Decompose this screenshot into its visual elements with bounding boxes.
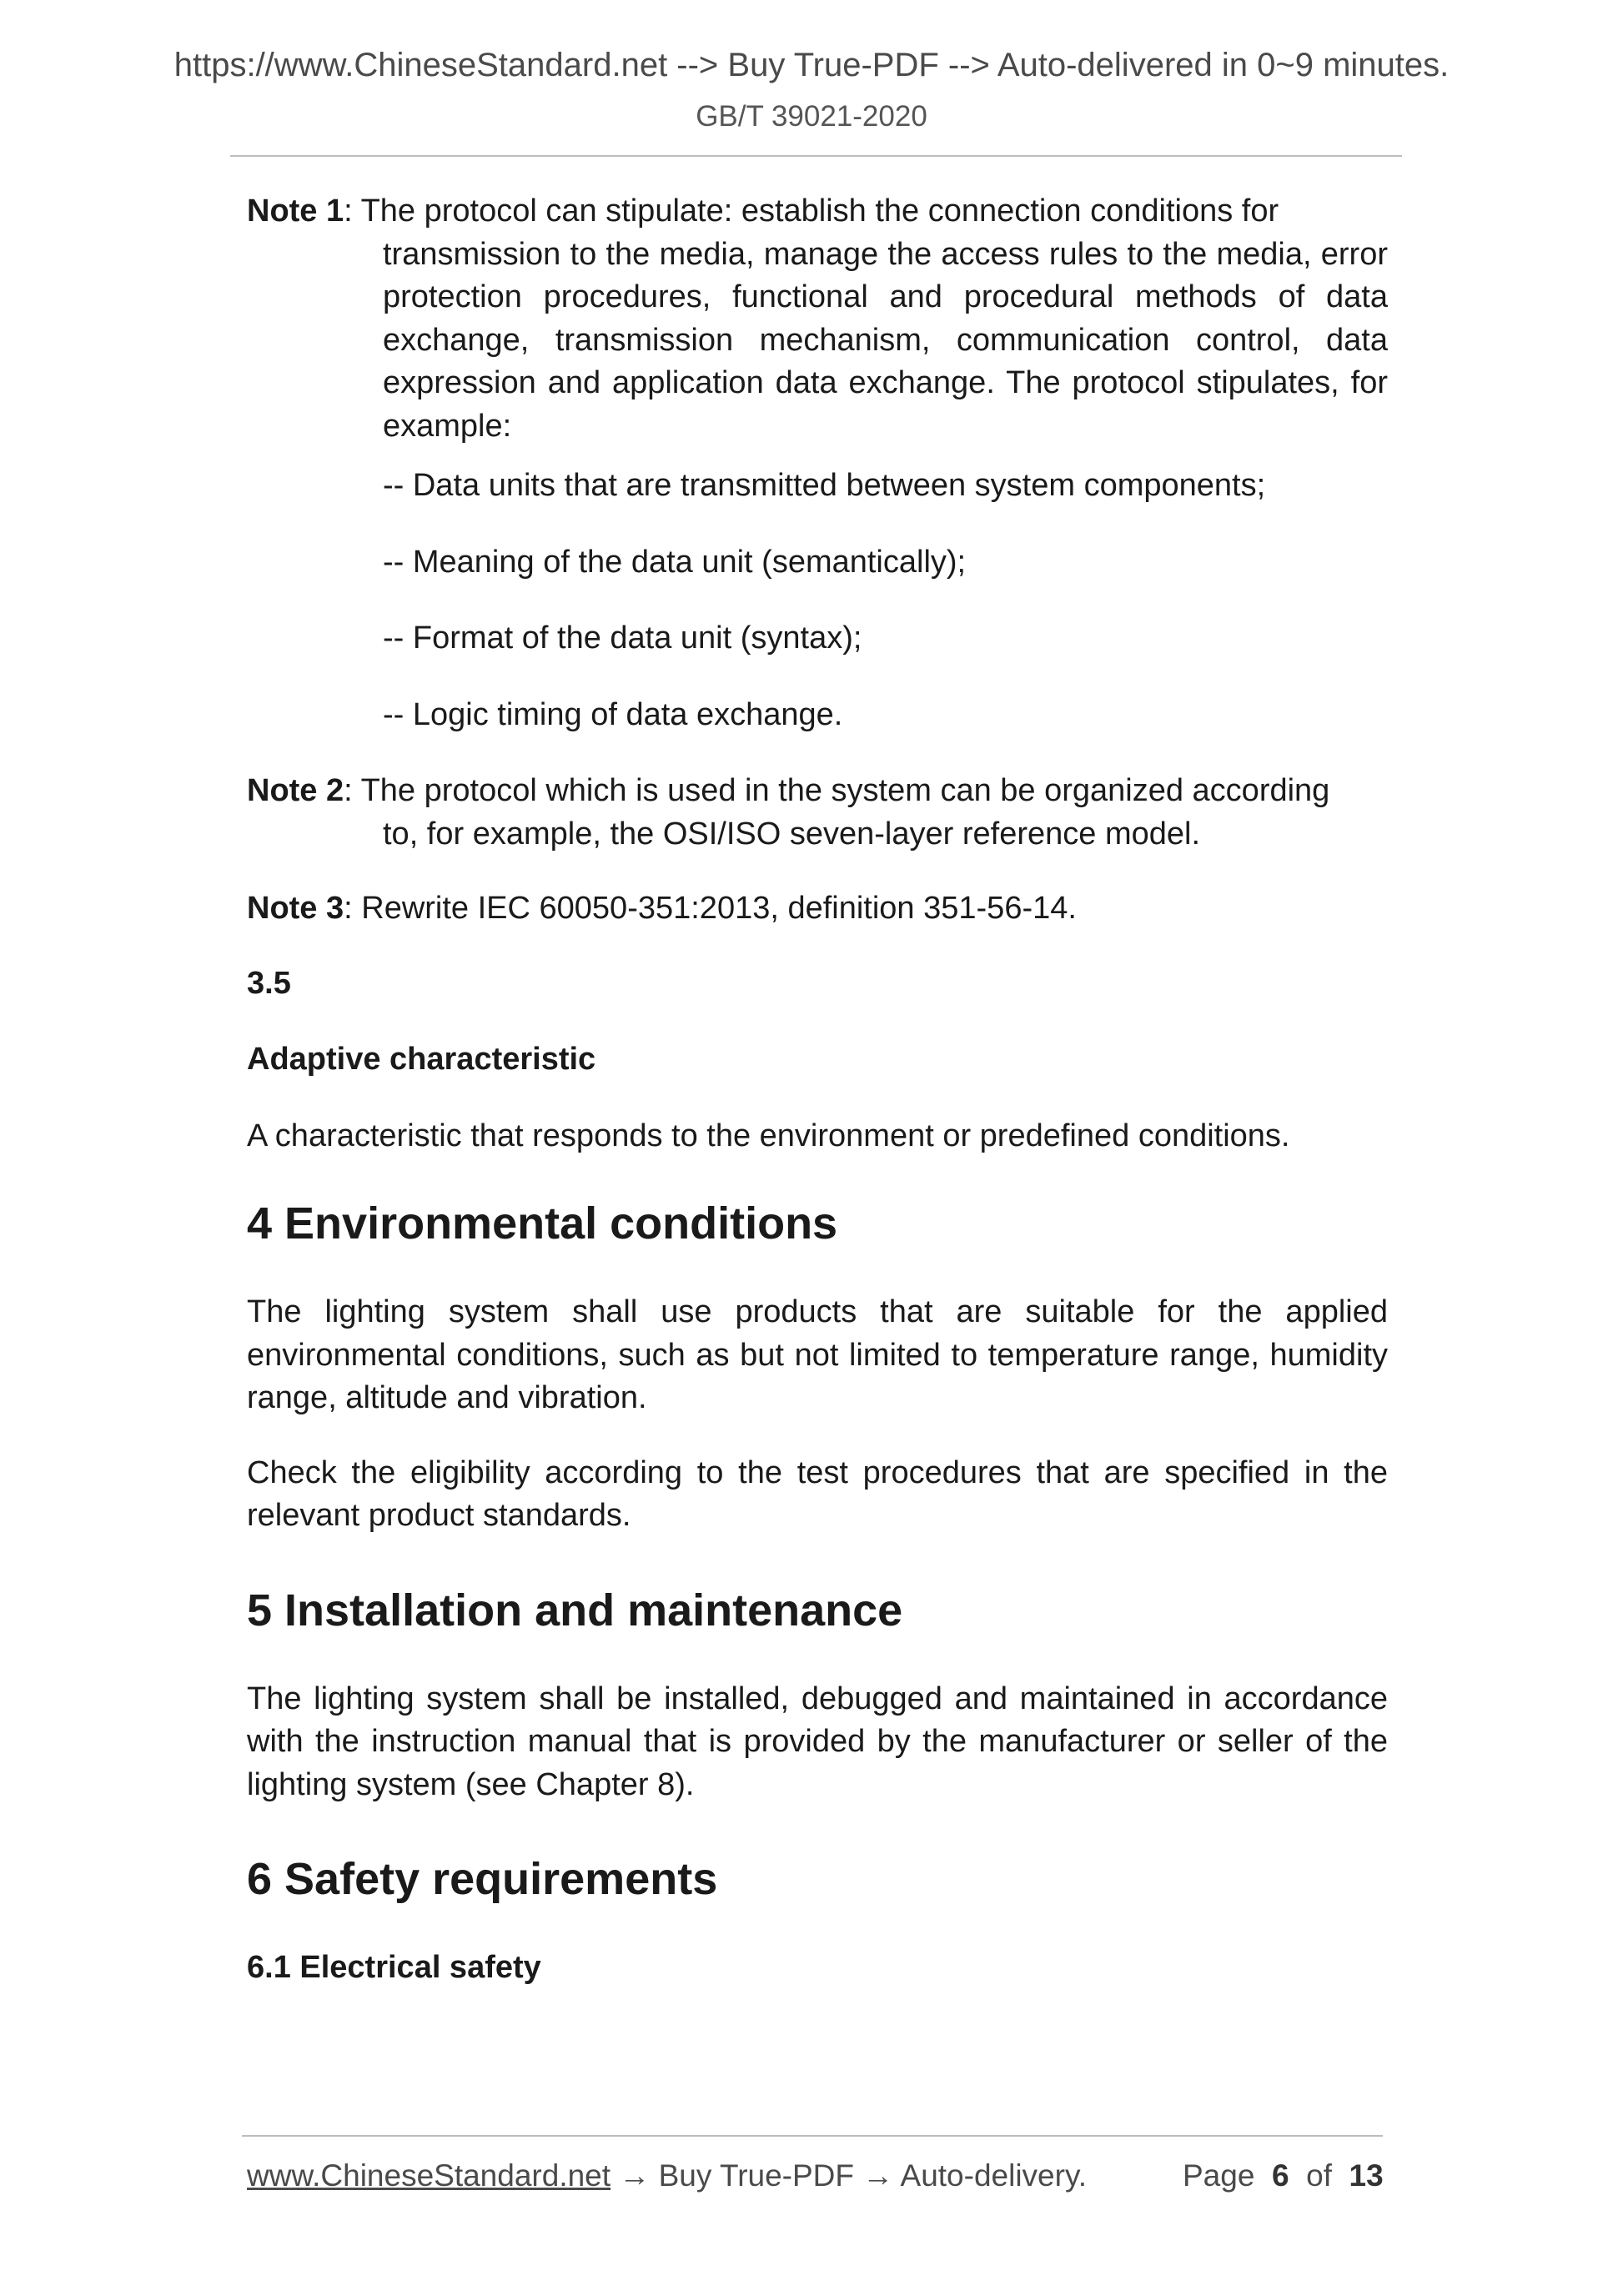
list-item: -- Data units that are transmitted between system components; [383, 468, 1266, 503]
section-6-heading: 6 Safety requirements [247, 1854, 718, 1904]
page-content [247, 190, 1388, 1990]
footer-divider [242, 2135, 1383, 2137]
list-item: -- Logic timing of data exchange. [383, 696, 843, 732]
page-label: Page [1183, 2158, 1255, 2193]
term-definition: A characteristic that responds to the environment or predefined conditions. [247, 1118, 1290, 1153]
page-total: 13 [1349, 2158, 1384, 2193]
footer-tail: → Buy True-PDF → Auto-delivery. [611, 2158, 1087, 2193]
note-1 [247, 190, 1388, 448]
note-1-label: Note 1 [247, 193, 344, 229]
note-1-continuation: transmission to the media, manage the access rules to the media, error protection procedures, functional and procedural methods of data exchange, transmission mechanism, communication control, data expression and application data exchange. The protocol stipulates, for example: [383, 236, 1388, 444]
header-url-line: https://www.ChineseStandard.net --> Buy True-PDF --> Auto-delivered in 0~9 minutes. [173, 47, 1450, 83]
note-2 [247, 770, 1388, 856]
note-3-text: : Rewrite IEC 60050-351:2013, definition 351-56-14. [344, 891, 1077, 926]
note-3-label: Note 3 [247, 891, 344, 926]
list-item: -- Format of the data unit (syntax); [383, 620, 862, 656]
section-4-paragraph-1: The lighting system shall use products that are suitable for the applied environmental conditions, such as but not limited to temperature range, humidity range, altitude and vibration. [247, 1294, 1388, 1415]
section-5-heading: 5 Installation and maintenance [247, 1585, 903, 1635]
header-standard-id: GB/T 39021-2020 [696, 100, 927, 133]
term-title: Adaptive characteristic [247, 1042, 596, 1077]
footer-site-link[interactable]: www.ChineseStandard.net [247, 2158, 611, 2193]
term-number: 3.5 [247, 965, 291, 1001]
section-4-heading: 4 Environmental conditions [247, 1198, 838, 1248]
note-1-first-line: : The protocol can stipulate: establish the connection conditions for [344, 193, 1279, 229]
section-5-paragraph-1: The lighting system shall be installed, debugged and maintained in accordance with the instruction manual that is provided by the manufacturer or seller of the lighting system (see Chapter 8). [247, 1681, 1388, 1802]
list-item: -- Meaning of the data unit (semantically); [383, 544, 967, 580]
note-2-continuation: to, for example, the OSI/ISO seven-layer reference model. [383, 816, 1201, 852]
header-divider [230, 155, 1402, 157]
note-2-first-line: : The protocol which is used in the system can be organized according [344, 773, 1330, 808]
page-number: 6 [1271, 2158, 1289, 2193]
note-3 [247, 887, 1388, 931]
page-indicator [1183, 2158, 1384, 2193]
footer-left [247, 2158, 1087, 2193]
note-2-label: Note 2 [247, 773, 344, 808]
section-6-1-heading: 6.1 Electrical safety [247, 1950, 541, 1985]
section-4-paragraph-2: Check the eligibility according to the test procedures that are specified in the relevant product standards. [247, 1454, 1388, 1533]
of-label: of [1306, 2158, 1332, 2193]
